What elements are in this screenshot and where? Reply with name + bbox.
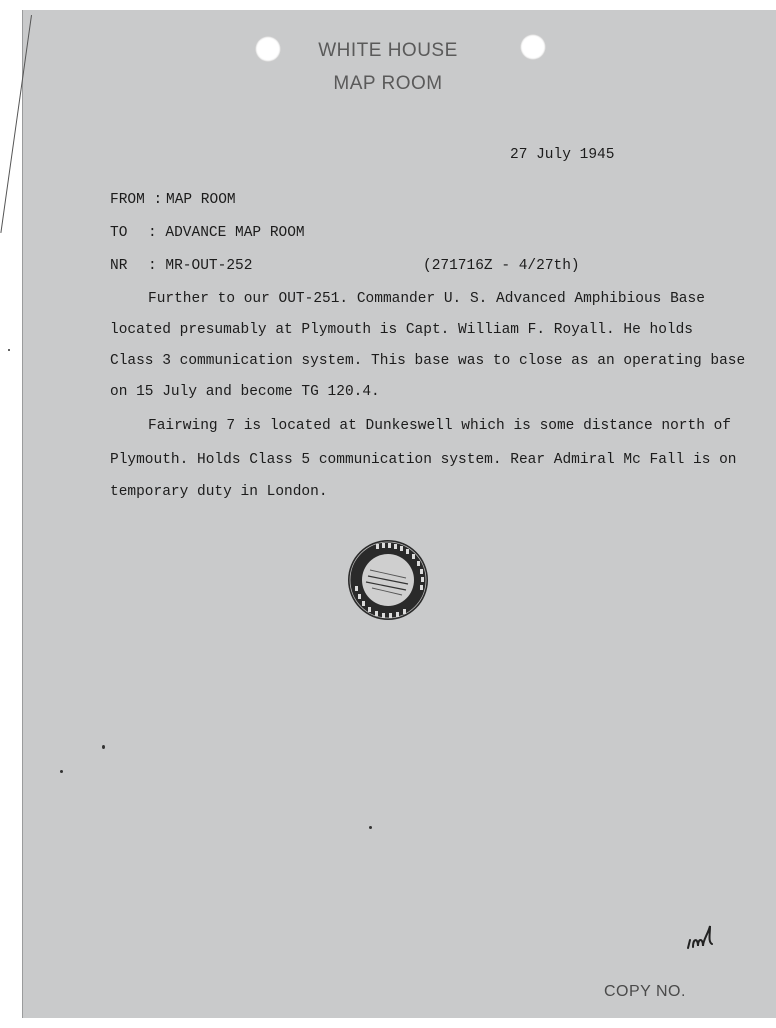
document-page — [22, 10, 776, 1018]
copy-number-label: COPY NO. — [604, 983, 686, 1000]
paper-speck — [60, 770, 63, 773]
paragraph-1-line: located presumably at Plymouth is Capt. William F. Royall. He holds — [110, 322, 693, 338]
letterhead-line-2: MAP ROOM — [333, 73, 443, 94]
handwritten-initials — [686, 920, 720, 954]
nr-value: : MR-OUT-252 — [148, 258, 253, 274]
paragraph-2-line: Plymouth. Holds Class 5 communication system. Rear Admiral Mc Fall is on — [110, 452, 737, 468]
paper-speck — [8, 349, 10, 351]
paragraph-2-line: Fairwing 7 is located at Dunkeswell which is some distance north of — [148, 418, 731, 434]
paragraph-1-line: Class 3 communication system. This base was to close as an operating base — [110, 353, 746, 369]
paragraph-2-line: temporary duty in London. — [110, 484, 328, 500]
nr-label: NR — [110, 258, 128, 274]
paper-speck — [102, 745, 105, 749]
archive-seal-stamp — [346, 538, 430, 622]
paragraph-1-line: Further to our OUT-251. Commander U. S. Advanced Amphibious Base — [148, 291, 705, 307]
to-value: : ADVANCE MAP ROOM — [148, 225, 305, 241]
letterhead-line-1: WHITE HOUSE — [318, 40, 458, 61]
document-date: 27 July 1945 — [510, 147, 615, 163]
from-value: MAP ROOM — [166, 192, 236, 208]
date-time-group: (271716Z - 4/27th) — [423, 258, 580, 274]
paragraph-1-line: on 15 July and become TG 120.4. — [110, 384, 380, 400]
paper-speck — [369, 826, 372, 829]
from-label: FROM : — [110, 192, 163, 208]
to-label: TO — [110, 225, 128, 241]
